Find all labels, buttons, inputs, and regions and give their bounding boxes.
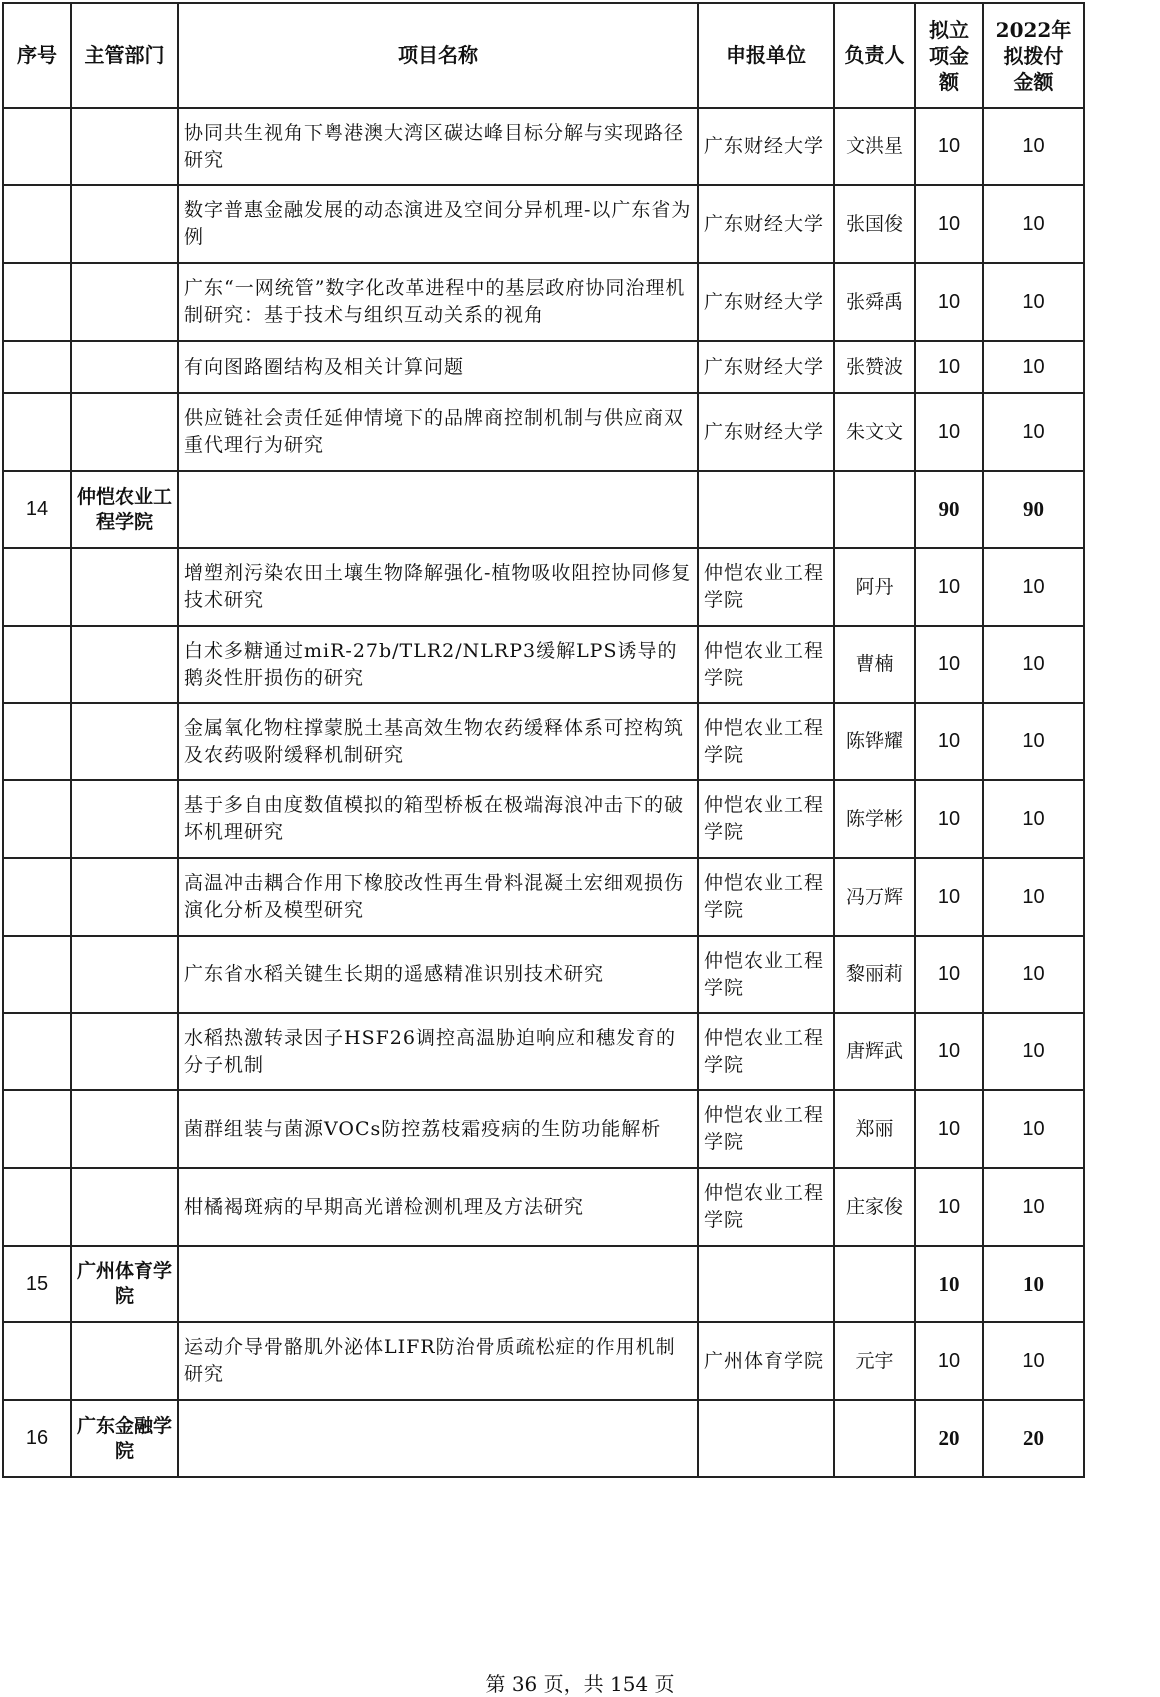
dept-cell [71, 1322, 178, 1400]
seq-cell [3, 1090, 71, 1168]
allot-amount-cell: 90 [983, 471, 1084, 548]
approved-amount-cell: 10 [915, 263, 983, 341]
table-row [3, 858, 1084, 936]
dept-cell: 广州体育学院 [71, 1246, 178, 1322]
leader-cell: 唐辉武 [834, 1013, 915, 1090]
leader-cell: 陈铧耀 [834, 703, 915, 780]
allot-amount-cell: 10 [983, 936, 1084, 1013]
table-row [3, 626, 1084, 703]
project-cell: 基于多自由度数值模拟的箱型桥板在极端海浪冲击下的破坏机理研究 [178, 780, 698, 858]
unit-cell: 广东财经大学 [698, 393, 834, 471]
seq-cell [3, 108, 71, 185]
project-cell: 广东“一网统管”数字化改革进程中的基层政府协同治理机制研究：基于技术与组织互动关系的视角 [178, 263, 698, 341]
dept-cell: 广东金融学院 [71, 1400, 178, 1477]
leader-cell: 张赞波 [834, 341, 915, 393]
seq-cell [3, 393, 71, 471]
allot-amount-cell: 10 [983, 185, 1084, 263]
table-row [3, 936, 1084, 1013]
leader-cell [834, 471, 915, 548]
seq-cell [3, 1013, 71, 1090]
table-row [3, 1322, 1084, 1400]
dept-cell: 仲恺农业工程学院 [71, 471, 178, 548]
approved-amount-cell: 10 [915, 626, 983, 703]
unit-cell: 广东财经大学 [698, 108, 834, 185]
seq-cell [3, 263, 71, 341]
dept-cell [71, 1013, 178, 1090]
allot-amount-cell: 10 [983, 548, 1084, 626]
leader-cell: 张舜禹 [834, 263, 915, 341]
dept-cell [71, 1168, 178, 1246]
seq-cell [3, 185, 71, 263]
unit-cell: 仲恺农业工程学院 [698, 703, 834, 780]
leader-cell: 张国俊 [834, 185, 915, 263]
dept-cell [71, 703, 178, 780]
table-row [3, 1090, 1084, 1168]
approved-amount-cell: 10 [915, 1013, 983, 1090]
header-allot: 2022年拟拨付金额 [983, 3, 1084, 108]
approved-amount-cell: 10 [915, 1246, 983, 1322]
allot-amount-cell: 10 [983, 1090, 1084, 1168]
seq-cell [3, 780, 71, 858]
project-cell [178, 471, 698, 548]
table-row [3, 185, 1084, 263]
table-row [3, 703, 1084, 780]
seq-cell [3, 936, 71, 1013]
approved-amount-cell: 10 [915, 341, 983, 393]
project-cell: 供应链社会责任延伸情境下的品牌商控制机制与供应商双重代理行为研究 [178, 393, 698, 471]
leader-cell: 冯万辉 [834, 858, 915, 936]
unit-cell: 广州体育学院 [698, 1322, 834, 1400]
seq-cell: 14 [3, 471, 71, 548]
seq-cell [3, 1322, 71, 1400]
allot-amount-cell: 10 [983, 703, 1084, 780]
unit-cell: 广东财经大学 [698, 263, 834, 341]
seq-cell [3, 626, 71, 703]
allot-amount-cell: 20 [983, 1400, 1084, 1477]
allot-amount-cell: 10 [983, 1168, 1084, 1246]
project-cell [178, 1400, 698, 1477]
leader-cell [834, 1246, 915, 1322]
dept-cell [71, 185, 178, 263]
allot-amount-cell: 10 [983, 780, 1084, 858]
header-seq: 序号 [3, 3, 71, 108]
dept-summary-row [3, 471, 1084, 548]
seq-cell [3, 548, 71, 626]
table-row [3, 780, 1084, 858]
project-cell: 数字普惠金融发展的动态演进及空间分异机理-以广东省为例 [178, 185, 698, 263]
dept-summary-row [3, 1246, 1084, 1322]
seq-cell [3, 1168, 71, 1246]
project-cell: 菌群组装与菌源VOCs防控荔枝霜疫病的生防功能解析 [178, 1090, 698, 1168]
project-cell: 协同共生视角下粤港澳大湾区碳达峰目标分解与实现路径研究 [178, 108, 698, 185]
unit-cell [698, 1400, 834, 1477]
dept-cell [71, 936, 178, 1013]
project-cell: 有向图路圈结构及相关计算问题 [178, 341, 698, 393]
approved-amount-cell: 90 [915, 471, 983, 548]
unit-cell: 仲恺农业工程学院 [698, 858, 834, 936]
table-row [3, 108, 1084, 185]
project-cell: 金属氧化物柱撑蒙脱土基高效生物农药缓释体系可控构筑及农药吸附缓释机制研究 [178, 703, 698, 780]
unit-cell: 仲恺农业工程学院 [698, 1168, 834, 1246]
approved-amount-cell: 10 [915, 548, 983, 626]
seq-cell [3, 341, 71, 393]
dept-cell [71, 341, 178, 393]
approved-amount-cell: 20 [915, 1400, 983, 1477]
header-unit: 申报单位 [698, 3, 834, 108]
funding-table [2, 2, 1085, 1478]
approved-amount-cell: 10 [915, 858, 983, 936]
page-footer: 第 36 页，共 154 页 [485, 1672, 675, 1696]
allot-amount-cell: 10 [983, 626, 1084, 703]
leader-cell: 曹楠 [834, 626, 915, 703]
header-leader: 负责人 [834, 3, 915, 108]
dept-cell [71, 626, 178, 703]
project-cell: 运动介导骨骼肌外泌体LIFR防治骨质疏松症的作用机制研究 [178, 1322, 698, 1400]
table-row [3, 548, 1084, 626]
leader-cell [834, 1400, 915, 1477]
project-cell: 白术多糖通过miR-27b/TLR2/NLRP3缓解LPS诱导的鹅炎性肝损伤的研究 [178, 626, 698, 703]
leader-cell: 黎丽莉 [834, 936, 915, 1013]
approved-amount-cell: 10 [915, 185, 983, 263]
table-row [3, 1013, 1084, 1090]
approved-amount-cell: 10 [915, 780, 983, 858]
approved-amount-cell: 10 [915, 393, 983, 471]
allot-amount-cell: 10 [983, 1013, 1084, 1090]
header-dept: 主管部门 [71, 3, 178, 108]
leader-cell: 文洪星 [834, 108, 915, 185]
table-row [3, 1168, 1084, 1246]
project-cell: 高温冲击耦合作用下橡胶改性再生骨料混凝土宏细观损伤演化分析及模型研究 [178, 858, 698, 936]
unit-cell: 仲恺农业工程学院 [698, 548, 834, 626]
leader-cell: 庄家俊 [834, 1168, 915, 1246]
project-cell: 增塑剂污染农田土壤生物降解强化-植物吸收阻控协同修复技术研究 [178, 548, 698, 626]
table-body [3, 108, 1084, 1477]
unit-cell: 仲恺农业工程学院 [698, 1013, 834, 1090]
dept-cell [71, 780, 178, 858]
unit-cell: 广东财经大学 [698, 341, 834, 393]
leader-cell: 陈学彬 [834, 780, 915, 858]
unit-cell [698, 471, 834, 548]
header-approved: 拟立项金额 [915, 3, 983, 108]
unit-cell: 广东财经大学 [698, 185, 834, 263]
approved-amount-cell: 10 [915, 1090, 983, 1168]
allot-amount-cell: 10 [983, 393, 1084, 471]
unit-cell: 仲恺农业工程学院 [698, 936, 834, 1013]
allot-amount-cell: 10 [983, 858, 1084, 936]
allot-amount-cell: 10 [983, 108, 1084, 185]
approved-amount-cell: 10 [915, 108, 983, 185]
unit-cell: 仲恺农业工程学院 [698, 780, 834, 858]
table-row [3, 341, 1084, 393]
project-cell [178, 1246, 698, 1322]
allot-amount-cell: 10 [983, 1246, 1084, 1322]
project-cell: 柑橘褐斑病的早期高光谱检测机理及方法研究 [178, 1168, 698, 1246]
unit-cell [698, 1246, 834, 1322]
seq-cell [3, 858, 71, 936]
unit-cell: 仲恺农业工程学院 [698, 1090, 834, 1168]
dept-cell [71, 858, 178, 936]
dept-summary-row [3, 1400, 1084, 1477]
table-row [3, 393, 1084, 471]
project-cell: 水稻热激转录因子HSF26调控高温胁迫响应和穗发育的分子机制 [178, 1013, 698, 1090]
unit-cell: 仲恺农业工程学院 [698, 626, 834, 703]
approved-amount-cell: 10 [915, 1322, 983, 1400]
leader-cell: 阿丹 [834, 548, 915, 626]
approved-amount-cell: 10 [915, 936, 983, 1013]
header-project: 项目名称 [178, 3, 698, 108]
approved-amount-cell: 10 [915, 1168, 983, 1246]
leader-cell: 元宇 [834, 1322, 915, 1400]
seq-cell: 16 [3, 1400, 71, 1477]
allot-amount-cell: 10 [983, 341, 1084, 393]
leader-cell: 郑丽 [834, 1090, 915, 1168]
dept-cell [71, 1090, 178, 1168]
table-row [3, 263, 1084, 341]
allot-amount-cell: 10 [983, 263, 1084, 341]
leader-cell: 朱文文 [834, 393, 915, 471]
project-cell: 广东省水稻关键生长期的遥感精准识别技术研究 [178, 936, 698, 1013]
table-header-row [3, 3, 1084, 108]
allot-amount-cell: 10 [983, 1322, 1084, 1400]
dept-cell [71, 263, 178, 341]
dept-cell [71, 548, 178, 626]
approved-amount-cell: 10 [915, 703, 983, 780]
dept-cell [71, 393, 178, 471]
seq-cell [3, 703, 71, 780]
seq-cell: 15 [3, 1246, 71, 1322]
dept-cell [71, 108, 178, 185]
